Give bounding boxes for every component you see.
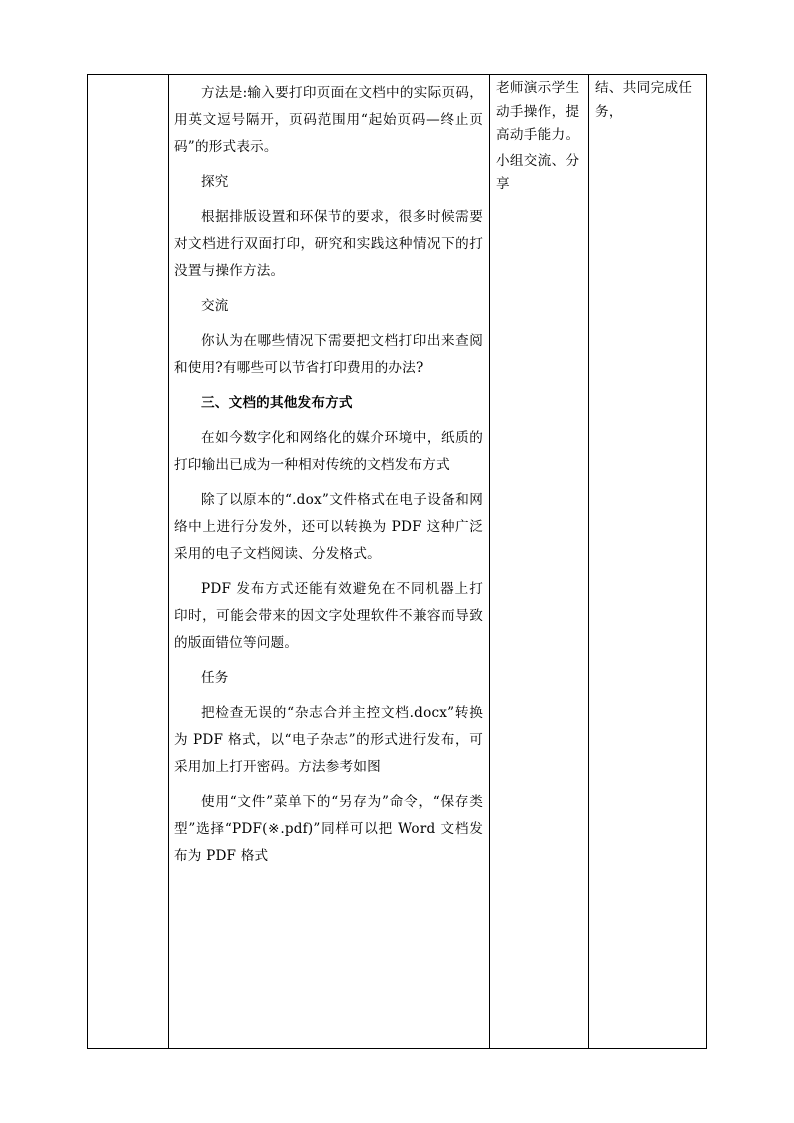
student-activity-cell bbox=[588, 75, 707, 124]
task-paragraph: 把检查无误的“杂志合并主控文档.docx”转换为 PDF 格式，以“电子杂志”的形式进行发布，可采用加上打开密码。方法参考如图 bbox=[174, 705, 483, 775]
section-heading: 三、文档的其他发布方式 bbox=[201, 395, 353, 411]
exchange-paragraph: 你认为在哪些情况下需要把文档打印出来查阅和使用?有哪些可以节省打印费用的办法? bbox=[174, 333, 483, 376]
lesson-plan-table bbox=[87, 74, 707, 1049]
demo-text: 老师演示学生动手操作，提高动手能力。 bbox=[496, 80, 580, 143]
save-as-paragraph: 使用“文件”菜单下的“另存为”命令，“保存类型”选择“PDF(※.pdf)”同样可以把 Word 文档发布为 PDF 格式 bbox=[174, 794, 483, 864]
pdf-paragraph: PDF 发布方式还能有效避免在不同机器上打印时，可能会带来的因文字处理软件不兼容而导致的版面错位等问题。 bbox=[174, 581, 483, 651]
format-paragraph: 除了以原本的“.dox”文件格式在电子设备和网络中上进行分发外，还可以转换为 PDF 这种广泛采用的电子文档阅读、分发格式。 bbox=[174, 492, 483, 562]
method-paragraph: 方法是:输入要打印页面在文档中的实际页码，用英文逗号隔开，页码范围用“起始页码—终止页码”的形式表示。 bbox=[174, 85, 483, 155]
media-paragraph: 在如今数字化和网络化的媒介环境中，纸质的打印输出已成为一种相对传统的文档发布方式 bbox=[174, 430, 483, 473]
column-divider bbox=[588, 75, 589, 1048]
teacher-method-cell bbox=[489, 75, 588, 197]
explore-paragraph: 根据排版设置和环保节的要求，很多时候需要对文档进行双面打印，研究和实践这种情况下的打没置与操作方法。 bbox=[174, 209, 483, 279]
complete-task-text: 结、共同完成任务， bbox=[595, 80, 693, 120]
group-share-text: 小组交流、分享 bbox=[496, 152, 580, 192]
column-divider bbox=[489, 75, 490, 1048]
task-heading: 任务 bbox=[201, 670, 229, 686]
exchange-heading: 交流 bbox=[201, 298, 229, 314]
explore-heading: 探究 bbox=[201, 174, 229, 190]
teaching-content-cell bbox=[168, 75, 489, 870]
